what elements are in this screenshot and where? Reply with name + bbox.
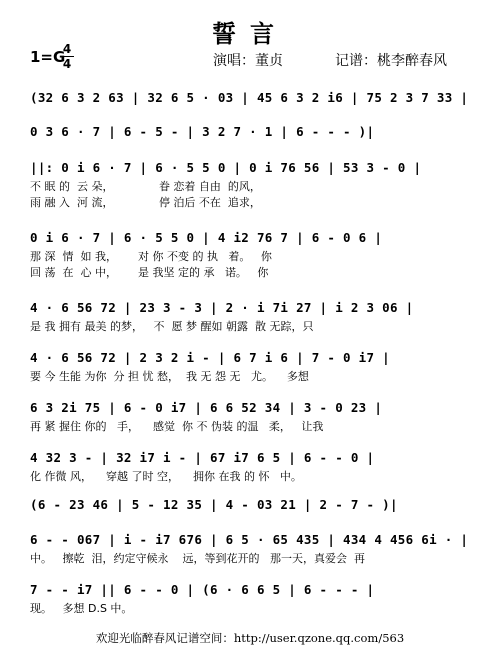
notation-row: (32 6 3 2 63 | 32 6 5 · 03 | 45 6 3 2 i6 | 75 2 3 7 33 | xyxy=(30,90,469,105)
lyric-line: 要 今 生能 为你 分 担 忧 愁， 我 无 怨 无 尤。 多想 xyxy=(30,370,309,383)
lyric-line: 现。 多想 D.S 中。 xyxy=(30,602,133,615)
song-title: 誓言 xyxy=(212,19,288,48)
notation-row: 4 · 6 56 72 | 23 3 - 3 | 2 · i 7i 27 | i 2 3 06 | xyxy=(30,300,414,315)
notation-row: (6 - 23 46 | 5 - 12 35 | 4 - 03 21 | 2 - 7 - )| xyxy=(30,497,398,512)
lyric-line: 中。 擦乾 泪，约定守候永 远，等到花开的 那一天，真爱会 再 xyxy=(30,552,365,565)
time-signature-bottom: 4 xyxy=(62,57,72,71)
notation-row: 0 i 6 · 7 | 6 · 5 5 0 | 4 i2 76 7 | 6 - 0 6 | xyxy=(30,230,383,245)
lyric-line: 是 我 拥有 最美 的梦， 不 愿 梦 醒如 朝露 散 无踪，只 xyxy=(30,320,314,333)
key-signature: 1=G xyxy=(30,48,66,66)
lyric-line: 那 深 情 如 我， 对 你 不变 的 执 着。 你 xyxy=(30,250,272,263)
lyric-line: 再 紧 握住 你的 手， 感觉 你 不 伪装 的温 柔， 让我 xyxy=(30,420,324,433)
lyric-line: 回 荡 在 心 中， 是 我坚 定的 承 诺。 你 xyxy=(30,266,269,279)
time-signature-top: 4 xyxy=(62,42,72,56)
lyric-line: 化 作微 风， 穿越 了时 空， 拥你 在我 的 怀 中。 xyxy=(30,470,302,483)
notation-row: 7 - - i7 || 6 - - 0 | (6 · 6 6 5 | 6 - - - | xyxy=(30,582,375,597)
notation-row: 6 - - 067 | i - i7 676 | 6 5 · 65 435 | 434 4 456 6i · | xyxy=(30,532,469,547)
footer-note: 欢迎光临醉春风记谱空间：http://user.qzone.qq.com/563 xyxy=(95,631,405,645)
notation-row: 0 3 6 · 7 | 6 - 5 - | 3 2 7 · 1 | 6 - - - )| xyxy=(30,124,375,139)
notation-row: ||: 0 i 6 · 7 | 6 · 5 5 0 | 0 i 76 56 | 53 3 - 0 | xyxy=(30,160,422,175)
lyric-line: 雨 融 入 河 流， 停 泊后 不在 追求， xyxy=(30,196,261,209)
notation-row: 4 · 6 56 72 | 2 3 2 i - | 6 7 i 6 | 7 - 0 i7 | xyxy=(30,350,390,365)
singer-credit: 演唱：董贞 xyxy=(213,53,283,69)
notation-row: 6 3 2i 75 | 6 - 0 i7 | 6 6 52 34 | 3 - 0 23 | xyxy=(30,400,383,415)
transcriber-credit: 记谱：桃李醉春风 xyxy=(335,53,447,69)
lyric-line: 不 眠 的 云 朵， 眷 恋着 自由 的风， xyxy=(30,180,261,193)
time-signature xyxy=(60,43,74,70)
notation-row: 4 32 3 - | 32 i7 i - | 67 i7 6 5 | 6 - - 0 | xyxy=(30,450,375,465)
